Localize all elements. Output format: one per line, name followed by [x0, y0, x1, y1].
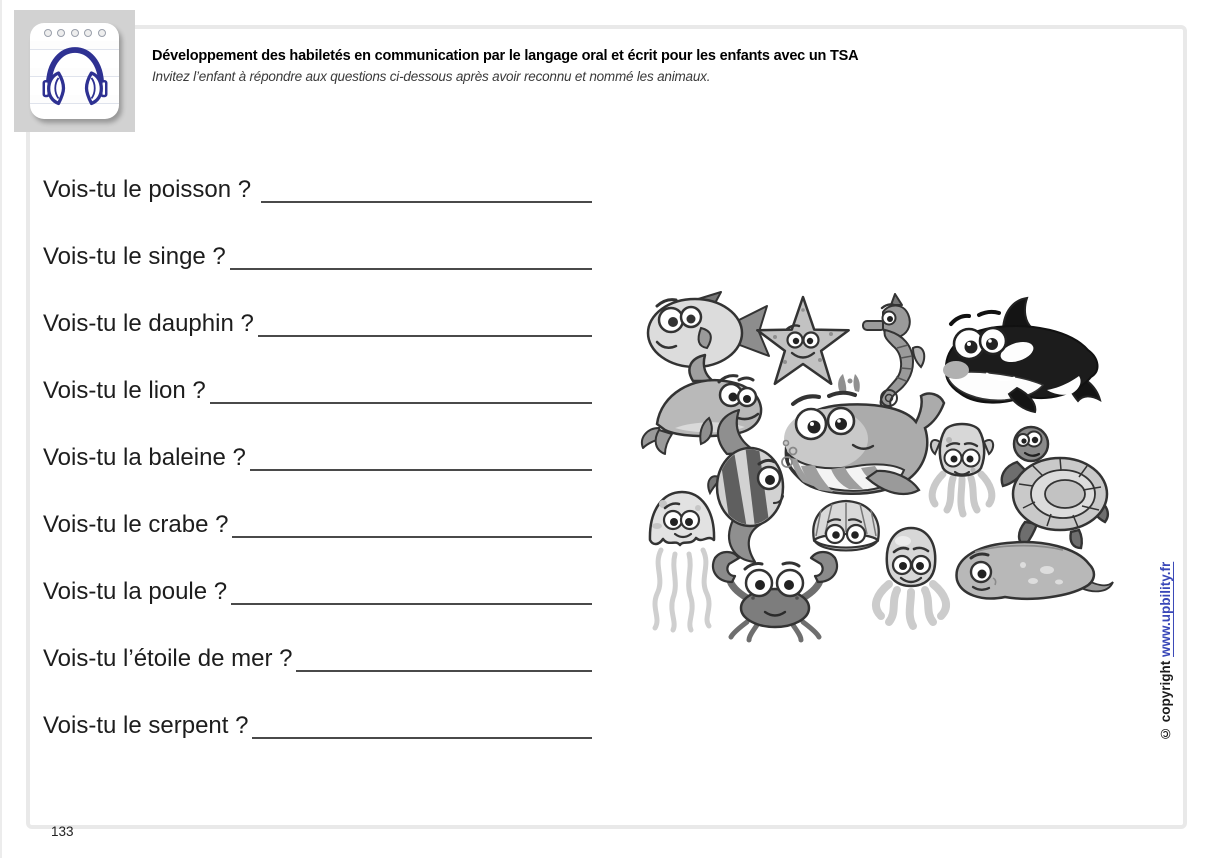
question-row [43, 172, 592, 208]
question-row [43, 507, 592, 543]
stingray-icon [957, 542, 1113, 599]
answer-line [258, 335, 592, 337]
page-title: Développement des habiletés en communication par le langage oral et écrit pour les enfants avec un TSA [152, 48, 859, 64]
answer-line [210, 402, 592, 404]
question-label: Vois-tu le dauphin ? [43, 310, 254, 337]
question-label: Vois-tu le serpent ? [43, 712, 249, 739]
orca-icon [943, 298, 1100, 412]
questions-list [43, 172, 592, 775]
copyright-label: © copyright [1158, 656, 1173, 741]
starfish-icon [757, 297, 848, 384]
sea-animals-illustration [635, 282, 1115, 650]
question-label: Vois-tu le singe ? [43, 243, 226, 270]
headphones-icon [38, 39, 112, 107]
notepad-icon [30, 23, 119, 119]
copyright-link[interactable]: www.upbility.fr [1158, 561, 1173, 657]
clam-icon [813, 501, 878, 551]
jellyfish-icon [650, 492, 714, 630]
crab-icon [713, 552, 837, 640]
octopus-icon [876, 528, 946, 626]
question-label: Vois-tu le crabe ? [43, 511, 229, 538]
question-label: Vois-tu le lion ? [43, 377, 206, 404]
answer-line [252, 737, 592, 739]
question-label: Vois-tu la poule ? [43, 578, 228, 605]
copyright-vertical-text [1158, 533, 1173, 741]
seahorse-icon [863, 294, 924, 408]
answer-line [232, 536, 592, 538]
question-row [43, 440, 592, 476]
header-icon-tile [14, 10, 135, 132]
page-left-edge [0, 0, 2, 858]
question-row [43, 574, 592, 610]
fish-icon [648, 292, 769, 367]
question-label: Vois-tu la baleine ? [43, 444, 246, 471]
question-row [43, 373, 592, 409]
answer-line [250, 469, 592, 471]
turtle-icon [1002, 427, 1108, 548]
answer-line [261, 201, 592, 203]
page-subtitle: Invitez l’enfant à répondre aux questions ci-dessous après avoir reconnu et nommé les animaux. [152, 69, 711, 84]
question-label: Vois-tu le poisson ? [43, 176, 252, 203]
question-row [43, 641, 592, 677]
question-label: Vois-tu l’étoile de mer ? [43, 645, 293, 672]
answer-line [296, 670, 592, 672]
whale-icon [784, 374, 944, 494]
question-row [43, 239, 592, 275]
answer-line [230, 268, 592, 270]
tropical-fish-icon [708, 410, 796, 562]
question-row [43, 708, 592, 744]
squid-icon [931, 424, 993, 514]
answer-line [231, 603, 592, 605]
notepad-holes [30, 29, 119, 37]
question-row [43, 306, 592, 342]
page-number: 133 [51, 824, 74, 839]
